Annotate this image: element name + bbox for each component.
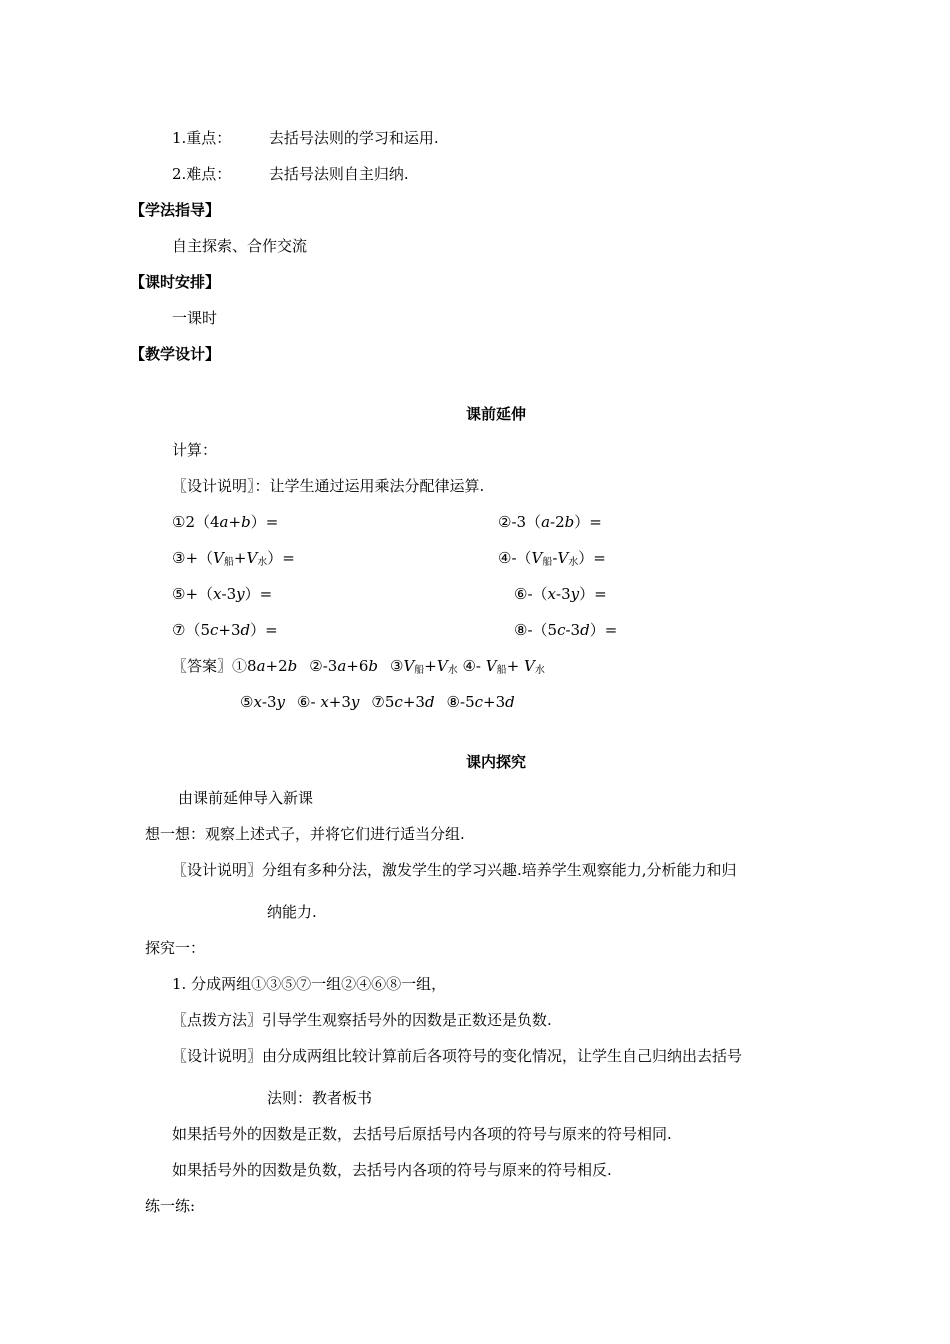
inclass-rule1: 如果括号外的因数是正数，去括号后原括号内各项的符号与原来的符号相同. (172, 1125, 672, 1143)
exercise-4: $④-(V_船-V_水)=$ (498, 549, 606, 568)
exercise-8: ⑧-（5c-3d）= (514, 621, 618, 639)
schedule-heading: 【课时安排】 (130, 273, 221, 291)
answers-row-1: 〖答案〗①8a+2b ②-3a+6b $③V_船+V_水$ ④- $V_船+ V_水$ (172, 657, 545, 676)
inclass-intro: 由课前延伸导入新课 (178, 789, 314, 807)
focus-label-1: 1.重点： (172, 129, 232, 147)
inclass-step1: 1. 分成两组①③⑤⑦一组②④⑥⑧一组， (172, 975, 447, 993)
inclass-practice: 练一练: (145, 1197, 196, 1215)
inclass-hint: 〖点拨方法〗引导学生观察括号外的因数是正数还是负数. (172, 1011, 552, 1029)
pre-calc: 计算： (172, 441, 218, 459)
focus-text-2: 去括号法则自主归纳. (268, 165, 409, 183)
method-heading: 【学法指导】 (130, 201, 221, 219)
inclass-note1-a: 〖设计说明〗分组有多种分法，激发学生的学习兴趣.培养学生观察能力,分析能力和归 (172, 861, 737, 879)
focus-item-1 (172, 128, 439, 148)
exercise-2: ②-3（a-2b）= (498, 513, 602, 531)
pre-note: 〖设计说明〗：让学生通过运用乘法分配律运算. (172, 477, 485, 495)
exercise-7: ⑦（5c+3d）= (172, 621, 278, 639)
inclass-explore: 探究一： (145, 939, 206, 957)
inclass-rule2: 如果括号外的因数是负数，去括号内各项的符号与原来的符号相反. (172, 1161, 612, 1179)
inclass-think: 想一想：观察上述式子，并将它们进行适当分组. (145, 825, 465, 843)
pre-title: 课前延伸 (465, 405, 526, 423)
inclass-note2-a: 〖设计说明〗由分成两组比较计算前后各项符号的变化情况，让学生自己归纳出去括号 (172, 1047, 743, 1065)
design-heading: 【教学设计】 (130, 345, 221, 363)
exercise-6: ⑥-（x-3y）= (514, 585, 607, 603)
exercise-1: ①2（4a+b）= (172, 513, 279, 531)
exercise-3: $③+(V_船+V_水)=$ (172, 549, 295, 568)
inclass-title: 课内探究 (465, 753, 526, 771)
method-text: 自主探索、合作交流 (172, 237, 308, 255)
inclass-note1-b: 纳能力. (267, 903, 317, 921)
focus-text-1: 去括号法则的学习和运用. (268, 129, 439, 147)
schedule-text: 一课时 (172, 309, 218, 327)
answer-label: 〖答案〗 (172, 657, 233, 675)
focus-item-2 (172, 164, 409, 184)
answers-row-2: ⑤x-3y ⑥- x+3y ⑦5c+3d ⑧-5c+3d (240, 693, 515, 711)
inclass-note2-b: 法则：教者板书 (267, 1089, 373, 1107)
focus-label-2: 2.难点： (172, 165, 232, 183)
exercise-5: ⑤+（x-3y）= (172, 585, 273, 603)
